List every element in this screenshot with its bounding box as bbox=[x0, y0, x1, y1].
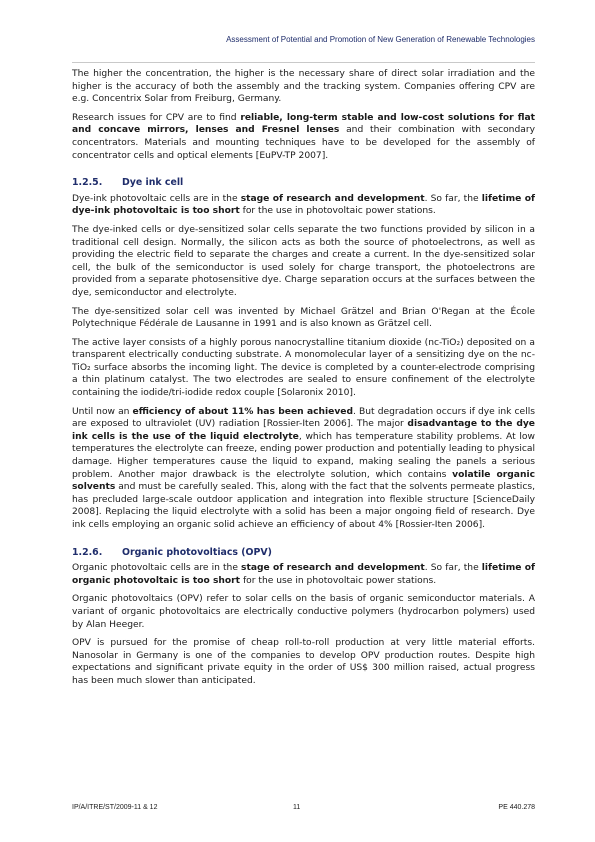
emphasis-text: efficiency of about 11% has been achieved bbox=[132, 406, 354, 417]
paragraph-text: and their combination with secondary concentrators. Materials and mounting techniques have to be developed for the assembly of concentrator cells and optical elements [EuPV-TP 2007]. bbox=[72, 125, 535, 161]
paragraph-text: for the use in photovoltaic power stations. bbox=[239, 206, 436, 217]
dye-ink-section-body bbox=[72, 193, 535, 532]
paragraph bbox=[72, 337, 535, 400]
emphasis-text: stage of research and development bbox=[241, 563, 425, 574]
section-number: 1.2.6. bbox=[72, 546, 103, 558]
running-header: Assessment of Potential and Promotion of New Generation of Renewable Technologies bbox=[226, 35, 535, 44]
paragraph-text: and must be carefully sealed. This, along with the fact that the solvents permeate plastics, has precluded large-scale outdoor application and integration into flexible structure [ScienceDaily 2008]. Replacing the liquid electrolyte with a solid has been a major ongoing field of research. Dye ink cells employing an organic solid achieve an efficiency of about 4% [Rossier-Iten 2006]. bbox=[72, 482, 535, 530]
section-heading-dye-ink-cell bbox=[72, 177, 535, 190]
intro-paragraphs bbox=[72, 68, 535, 162]
paragraph bbox=[72, 224, 535, 300]
paragraph-text: . So far, the bbox=[424, 193, 482, 204]
section-title: Dye ink cell bbox=[122, 177, 184, 189]
emphasis-text: disadvantage to the dye ink cells is the use of the liquid electrolyte bbox=[72, 419, 535, 442]
paragraph-text: . So far, the bbox=[424, 563, 482, 574]
paragraph-text: The dye-inked cells or dye-sensitized solar cells separate the two functions provided by silicon in a traditional cell design. Normally, the silicon acts as both the source of photoelectrons, as well as providing the electric field to separate the charges and create a current. In the dye-sensitized solar cell, the bulk of the semiconductor is used solely for charge transport, the photoelectrons are provided from a separate photosensitive dye. Charge separation occurs at the surfaces between the dye, semiconductor and electrolyte. bbox=[72, 224, 535, 298]
paragraph-text: . But degradation occurs if dye ink cells are exposed to ultraviolet (UV) radiation [Rossier-Iten 2006]. The major bbox=[72, 406, 535, 430]
page-content bbox=[72, 68, 535, 694]
section-title: Organic photovoltiacs (OPV) bbox=[122, 546, 272, 558]
paragraph-text: Until now an bbox=[72, 406, 133, 417]
paragraph bbox=[72, 68, 535, 106]
paragraph bbox=[72, 562, 535, 587]
paragraph bbox=[72, 306, 535, 331]
footer-reference: PE 440.278 bbox=[498, 804, 535, 811]
footer-document-id: IP/A/ITRE/ST/2009-11 & 12 bbox=[72, 804, 158, 811]
paragraph bbox=[72, 112, 535, 162]
paragraph-text: , which has temperature stability problems. At low temperatures the electrolyte can freeze, ending power production and potentially leading to physical damage. Higher temperatures cause the liquid to expand, making sealing the panels a serious problem. Another major drawback is the electrolyte solution, which contains bbox=[72, 431, 535, 480]
paragraph-text: The higher the concentration, the higher is the necessary share of direct solar irradiation and the higher is the accuracy of both the assembly and the tracking system. Companies offering CPV are e.g. Concentrix Solar from Freiburg, Germany. bbox=[72, 69, 535, 105]
emphasis-text: volatile organic solvents bbox=[72, 469, 535, 493]
paragraph-text: The dye-sensitized solar cell was invented by Michael Grätzel and Brian O'Regan at the École Polytechnique Fédérale de Lausanne in 1991 and is also known as Grätzel cell. bbox=[72, 306, 535, 330]
emphasis-text: lifetime of organic photovoltaic is too short bbox=[72, 563, 535, 586]
paragraph-text: Dye-ink photovoltaic cells are in the bbox=[72, 193, 241, 204]
section-number: 1.2.5. bbox=[72, 177, 103, 189]
header-rule bbox=[72, 62, 535, 63]
emphasis-text: reliable, long-term stable and low-cost solutions for flat and concave mirrors, lenses and Fresnel lenses bbox=[72, 112, 535, 136]
emphasis-text: stage of research and development bbox=[240, 193, 425, 204]
section-heading-organic-photovoltaics bbox=[72, 547, 535, 560]
paragraph bbox=[72, 637, 535, 687]
paragraph-text: for the use in photovoltaic power stations. bbox=[240, 575, 437, 586]
paragraph-text: Organic photovoltaics (OPV) refer to solar cells on the basis of organic semiconductor materials. A variant of organic photovoltaics are electrically conductive polymers (hydrocarbon polymers) used by Alan Heeger. bbox=[72, 594, 535, 630]
paragraph-text: Research issues for CPV are to find bbox=[72, 112, 241, 123]
paragraph bbox=[72, 193, 535, 218]
opv-section-body bbox=[72, 562, 535, 687]
emphasis-text: lifetime of dye-ink photovoltaic is too short bbox=[72, 193, 535, 217]
paragraph-text: Organic photovoltaic cells are in the bbox=[72, 563, 242, 574]
paragraph-text: OPV is pursued for the promise of cheap roll-to-roll production at very little material efforts. Nanosolar in Germany is one of the companies to develop OPV production routes. Despite high expectations and significant private equity in the order of US$ 300 million raised, actual progress has been much slower than anticipated. bbox=[72, 638, 535, 686]
paragraph-text: The active layer consists of a highly porous nanocrystalline titanium dioxide (nc-TiO₂) deposited on a transparent electrically conducting substrate. A monomolecular layer of a sensitizing dye on the nc-TiO₂ surface absorbs the incoming light. The device is completed by a counter-electrode comprising a thin platinum catalyst. The two electrodes are sealed to ensure confinement of the electrolyte containing the iodide/tri-iodide redox couple [Solaronix 2010]. bbox=[72, 337, 535, 399]
paragraph bbox=[72, 406, 535, 532]
paragraph bbox=[72, 593, 535, 631]
page-number: 11 bbox=[293, 804, 301, 811]
